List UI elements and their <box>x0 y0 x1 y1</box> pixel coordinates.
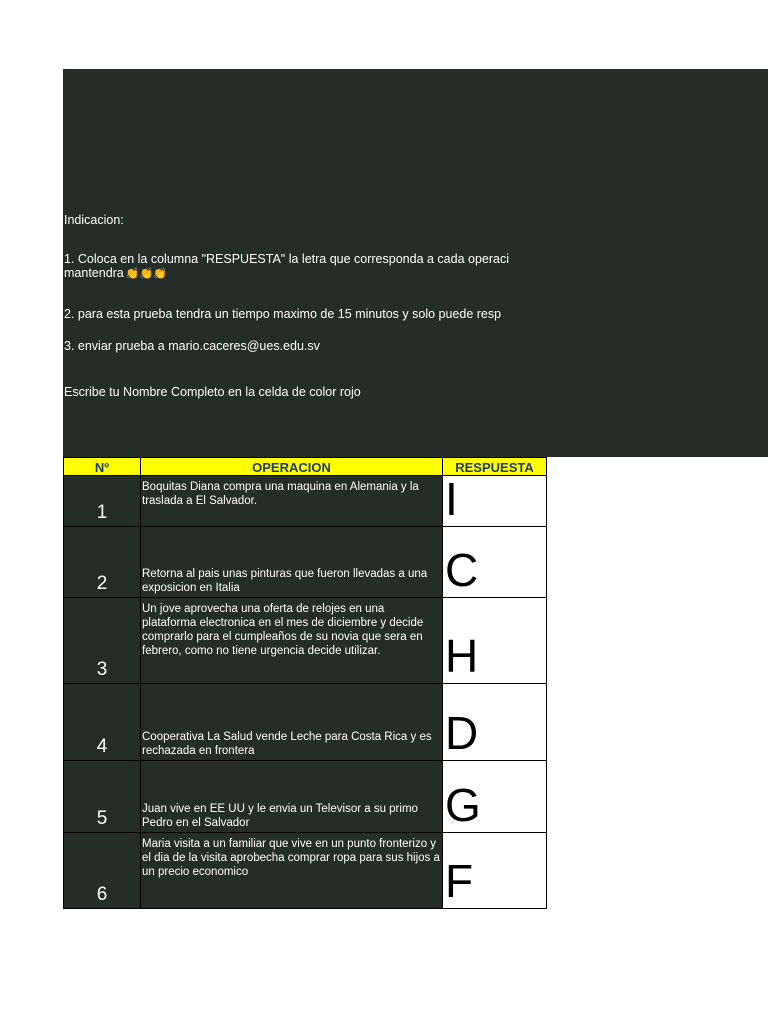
answer-cell[interactable]: F <box>443 833 547 909</box>
row-number: 5 <box>64 761 141 833</box>
table-header-row <box>64 458 547 476</box>
instructions-panel <box>63 69 768 457</box>
header-answer: RESPUESTA <box>443 458 547 476</box>
table-row <box>64 527 547 598</box>
instruction-line-1-text: mantendra <box>64 266 124 280</box>
clapping-hands-icon: 👏👏👏 <box>125 268 167 280</box>
row-operation: Un jove aprovecha una oferta de relojes en una plataforma electronica en el mes de diciembre y decide comprarlo para el cumpleaños de su novia que sera en febrero, como no tiene urgencia decide utilizar. <box>141 598 443 684</box>
row-operation: Maria visita a un familiar que vive en un punto fronterizo y el dia de la visita aprobecha comprar ropa para sus hijos a un precio economico <box>141 833 443 909</box>
row-operation: Juan vive en EE UU y le envia un Televisor a su primo Pedro en el Salvador <box>141 761 443 833</box>
instruction-line-1: 1. Coloca en la columna "RESPUESTA" la letra que corresponda a cada operaci <box>64 252 509 266</box>
header-operation: OPERACION <box>141 458 443 476</box>
answer-table <box>63 457 547 909</box>
table-row <box>64 684 547 761</box>
row-operation: Cooperativa La Salud vende Leche para Costa Rica y es rechazada en frontera <box>141 684 443 761</box>
header-num: Nº <box>64 458 141 476</box>
answer-cell[interactable]: G <box>443 761 547 833</box>
row-number: 6 <box>64 833 141 909</box>
table-row <box>64 761 547 833</box>
instruction-line-1-continued <box>64 266 167 281</box>
row-number: 1 <box>64 476 141 527</box>
table-row <box>64 598 547 684</box>
answer-cell[interactable]: H <box>443 598 547 684</box>
row-number: 4 <box>64 684 141 761</box>
row-operation: Boquitas Diana compra una maquina en Alemania y la traslada a El Salvador. <box>141 476 443 527</box>
instruction-line-4: Escribe tu Nombre Completo en la celda de color rojo <box>64 385 361 399</box>
answer-cell[interactable]: C <box>443 527 547 598</box>
table-row <box>64 833 547 909</box>
answer-cell[interactable]: D <box>443 684 547 761</box>
row-operation: Retorna al pais unas pinturas que fueron llevadas a una exposicion en Italia <box>141 527 443 598</box>
answer-cell[interactable]: I <box>443 476 547 527</box>
instruction-line-2: 2. para esta prueba tendra un tiempo maximo de 15 minutos y solo puede resp <box>64 307 502 321</box>
instructions-heading: Indicacion: <box>64 213 124 227</box>
table-row <box>64 476 547 527</box>
row-number: 3 <box>64 598 141 684</box>
row-number: 2 <box>64 527 141 598</box>
instruction-line-3: 3. enviar prueba a mario.caceres@ues.edu.sv <box>64 339 320 353</box>
